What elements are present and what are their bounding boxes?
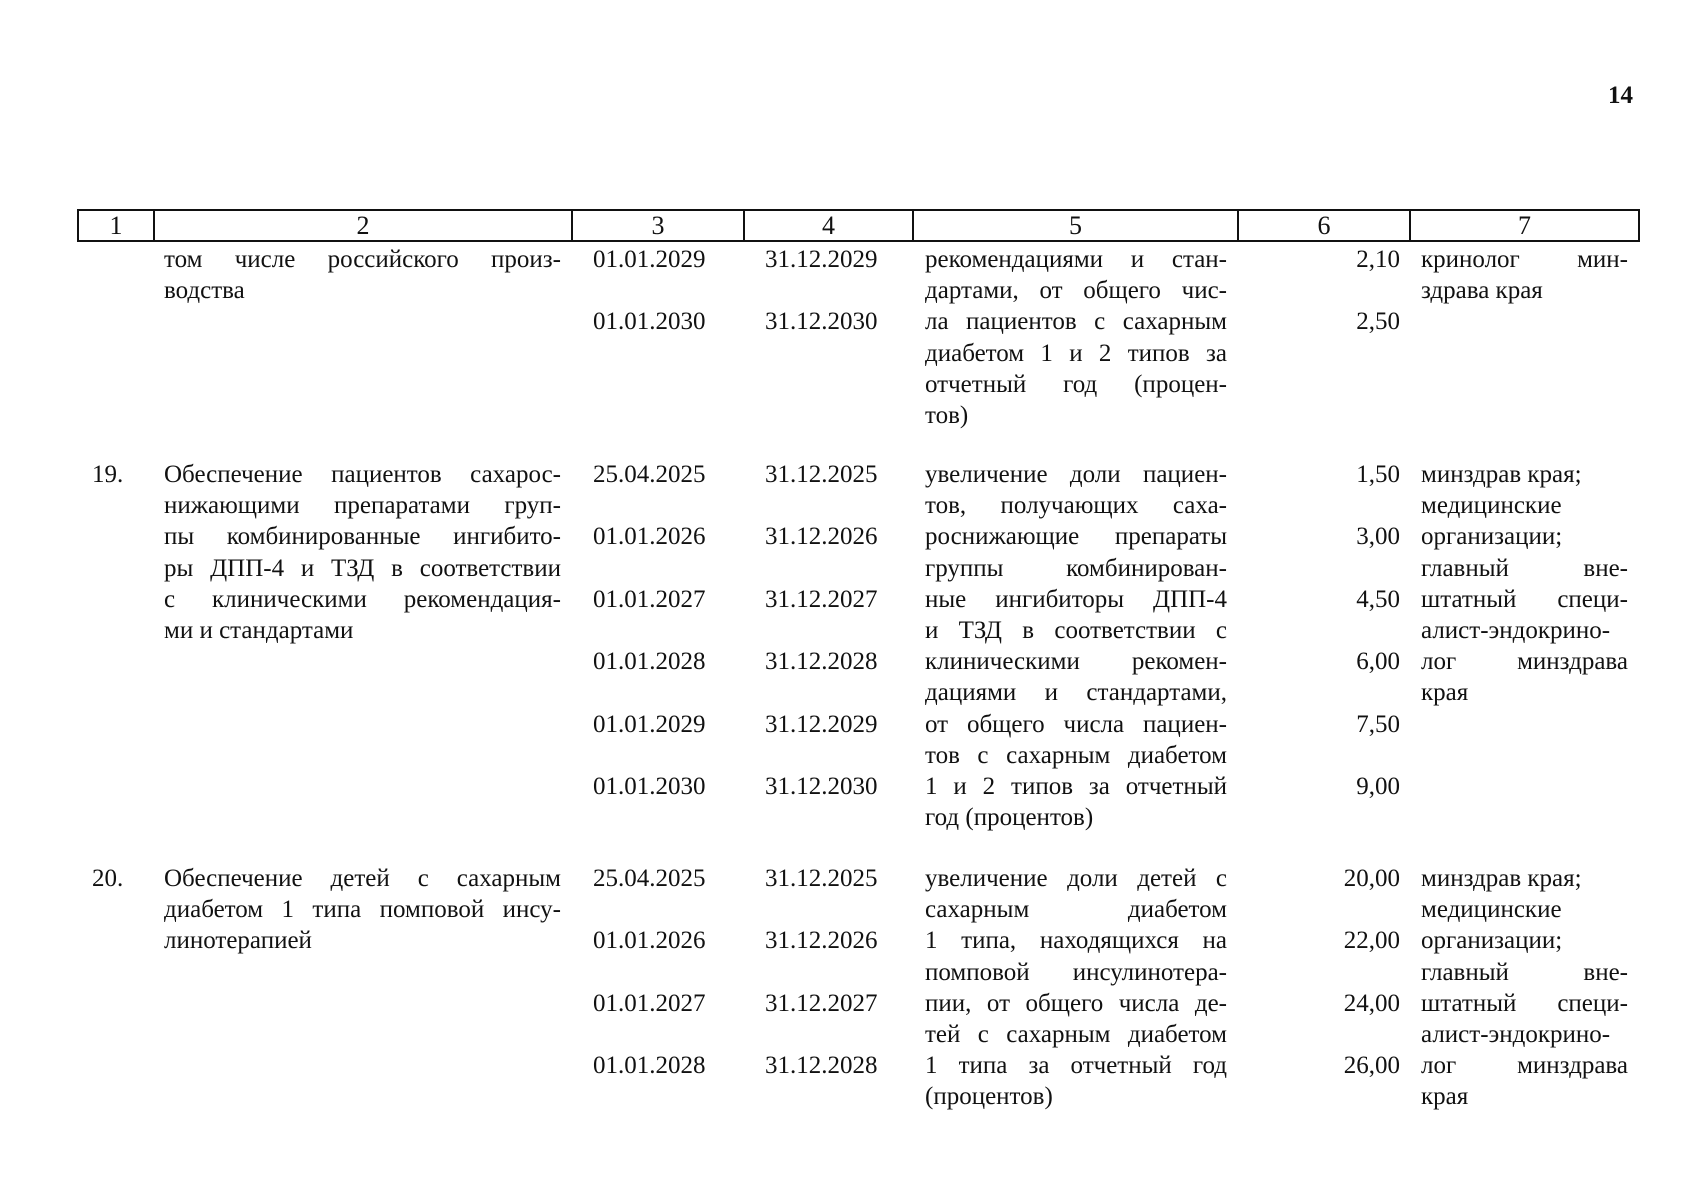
header-cell-4: 4	[743, 209, 914, 242]
measure-line: ми и стандартами	[164, 617, 354, 644]
start-date: 01.01.2028	[593, 1052, 706, 1080]
responsible-line: медицинские	[1421, 492, 1562, 520]
indicator-value: 22,00	[1343, 927, 1400, 955]
start-date: 01.01.2026	[593, 523, 706, 551]
end-date: 31.12.2030	[765, 773, 878, 800]
end-date: 31.12.2027	[765, 585, 878, 613]
indicator-line: роснижающие препараты	[925, 523, 1227, 551]
responsible-line: лог минздрава	[1421, 648, 1628, 676]
measure-line: линотерапией	[164, 927, 312, 955]
measure-line: ры ДПП-4 и ТЗД в соответствии	[164, 554, 561, 582]
start-date: 25.04.2025	[593, 865, 706, 892]
responsible-line: главный вне-	[1421, 958, 1628, 986]
responsible-line: алист-эндокрино-	[1421, 617, 1611, 644]
start-date: 01.01.2029	[593, 246, 706, 273]
indicator-value: 7,50	[1356, 710, 1400, 738]
end-date: 31.12.2027	[765, 989, 878, 1017]
indicator-line: отчетный год (процен-	[925, 370, 1227, 398]
measure-line: Обеспечение детей с сахарным	[164, 865, 561, 892]
header-cell-3: 3	[571, 209, 745, 242]
responsible-line: организации;	[1421, 927, 1563, 955]
responsible-line: организации;	[1421, 523, 1563, 551]
start-date: 01.01.2029	[593, 710, 706, 738]
end-date: 31.12.2028	[765, 648, 878, 676]
indicator-line: рекомендациями и стан-	[925, 246, 1227, 273]
indicator-line: ные ингибиторы ДПП-4	[925, 585, 1227, 613]
indicator-line: пии, от общего числа де-	[925, 989, 1227, 1017]
responsible-line: медицинские	[1421, 896, 1562, 924]
indicator-value: 4,50	[1356, 585, 1400, 613]
indicator-value: 3,00	[1356, 523, 1400, 551]
indicator-value: 2,50	[1356, 308, 1400, 336]
indicator-line: 1 и 2 типов за отчетный	[925, 773, 1227, 800]
start-date: 01.01.2026	[593, 927, 706, 955]
indicator-value: 6,00	[1356, 648, 1400, 676]
indicator-value: 1,50	[1356, 461, 1400, 488]
end-date: 31.12.2025	[765, 865, 878, 892]
start-date: 01.01.2030	[593, 773, 706, 800]
indicator-value: 9,00	[1356, 773, 1400, 800]
indicator-line: сахарным диабетом	[925, 896, 1227, 924]
responsible-line: края	[1421, 1083, 1469, 1111]
responsible-line: минздрав края;	[1421, 865, 1582, 892]
measure-line: том числе российского произ-	[164, 246, 561, 273]
start-date: 01.01.2027	[593, 585, 706, 613]
start-date: 25.04.2025	[593, 461, 706, 488]
end-date: 31.12.2026	[765, 927, 878, 955]
measure-line: с клиническими рекомендация-	[164, 585, 561, 613]
measure-line: нижающими препаратами груп-	[164, 492, 561, 520]
measure-line: водства	[164, 277, 245, 305]
responsible-line: штатный специ-	[1421, 585, 1628, 613]
indicator-line: дациями и стандартами,	[925, 679, 1227, 707]
indicator-line: тов с сахарным диабетом	[925, 741, 1227, 769]
indicator-value: 2,10	[1356, 246, 1400, 273]
indicator-line: от общего числа пациен-	[925, 710, 1227, 738]
measure-line: пы комбинированные ингибито-	[164, 523, 561, 551]
responsible-line: минздрав края;	[1421, 461, 1582, 488]
header-cell-2: 2	[153, 209, 573, 242]
page-number: 14	[1608, 82, 1633, 109]
indicator-line: (процентов)	[925, 1083, 1053, 1111]
measure-line: диабетом 1 типа помповой инсу-	[164, 896, 561, 924]
indicator-value: 26,00	[1343, 1052, 1400, 1080]
responsible-line: края	[1421, 679, 1469, 707]
responsible-line: штатный специ-	[1421, 989, 1628, 1017]
row-number: 19.	[92, 461, 124, 488]
start-date: 01.01.2028	[593, 648, 706, 676]
indicator-line: тов)	[925, 402, 969, 429]
header-cell-6: 6	[1237, 209, 1411, 242]
indicator-line: тов, получающих саха-	[925, 492, 1227, 520]
indicator-line: 1 типа за отчетный год	[925, 1052, 1227, 1080]
responsible-line: алист-эндокрино-	[1421, 1021, 1611, 1048]
indicator-line: дартами, от общего чис-	[925, 277, 1227, 305]
end-date: 31.12.2025	[765, 461, 878, 488]
responsible-line: здрава края	[1421, 277, 1543, 305]
indicator-line: увеличение доли пациен-	[925, 461, 1227, 488]
indicator-line: и ТЗД в соответствии с	[925, 617, 1227, 644]
responsible-line: кринолог мин-	[1421, 246, 1628, 273]
end-date: 31.12.2029	[765, 246, 878, 273]
indicator-line: 1 типа, находящихся на	[925, 927, 1227, 955]
start-date: 01.01.2030	[593, 308, 706, 336]
indicator-line: увеличение доли детей с	[925, 865, 1227, 892]
end-date: 31.12.2030	[765, 308, 878, 336]
indicator-line: год (процентов)	[925, 804, 1094, 832]
indicator-line: клиническими рекомен-	[925, 648, 1227, 676]
indicator-value: 20,00	[1343, 865, 1400, 892]
start-date: 01.01.2027	[593, 989, 706, 1017]
header-cell-7: 7	[1409, 209, 1640, 242]
measure-line: Обеспечение пациентов сахарос-	[164, 461, 561, 488]
end-date: 31.12.2026	[765, 523, 878, 551]
indicator-line: тей с сахарным диабетом	[925, 1021, 1227, 1048]
indicator-line: группы комбинирован-	[925, 554, 1227, 582]
indicator-value: 24,00	[1343, 989, 1400, 1017]
indicator-line: ла пациентов с сахарным	[925, 308, 1227, 336]
indicator-line: диабетом 1 и 2 типов за	[925, 339, 1227, 367]
header-cell-5: 5	[912, 209, 1239, 242]
responsible-line: главный вне-	[1421, 554, 1628, 582]
indicator-line: помповой инсулинотера-	[925, 958, 1227, 986]
end-date: 31.12.2029	[765, 710, 878, 738]
header-cell-1: 1	[77, 209, 155, 242]
row-number: 20.	[92, 865, 124, 892]
responsible-line: лог минздрава	[1421, 1052, 1628, 1080]
end-date: 31.12.2028	[765, 1052, 878, 1080]
